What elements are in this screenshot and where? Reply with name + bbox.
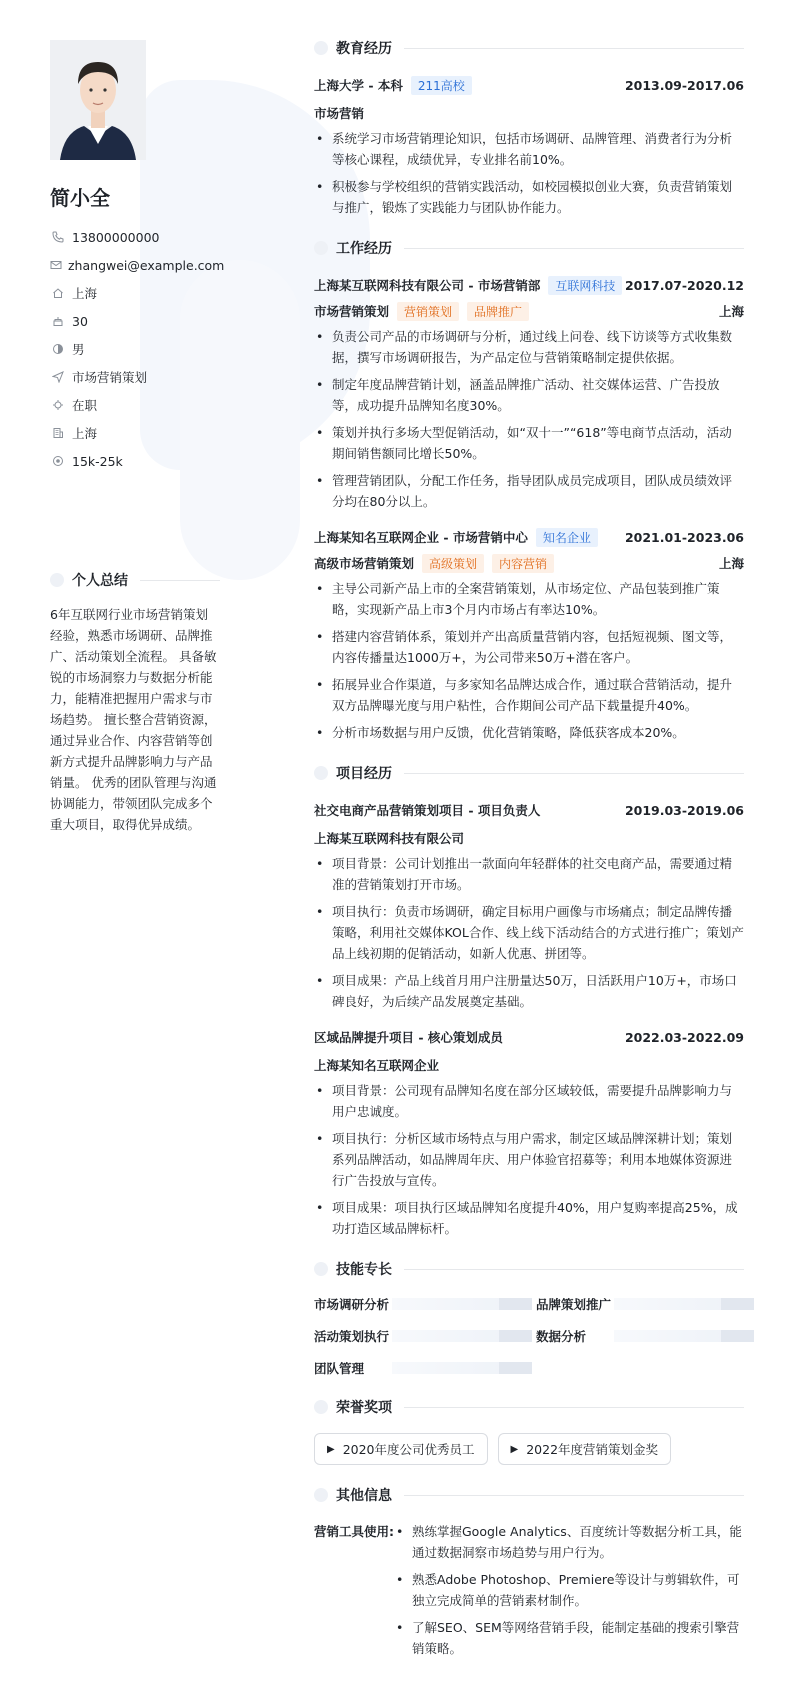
divider [404,1269,744,1270]
skill-name: 活动策划执行 [314,1329,390,1344]
skill-tag: 内容营销 [492,554,554,573]
list-item: • 拓展异业合作渠道，与多家知名品牌达成合作，通过联合营销活动，提升双方品牌曝光度与用户粘性，合作期间公司产品下载量提升40%。 [314,674,744,716]
section-dot-icon [314,1400,328,1414]
list-item: • 熟练掌握Google Analytics、百度统计等数据分析工具，能通过数据洞察市场趋势与用户行为。 [394,1521,744,1563]
section-dot-icon [50,573,64,587]
list-item: • 积极参与学校组织的营销实践活动，如校园模拟创业大赛，负责营销策划与推广，锻炼了实践能力与团队协作能力。 [314,176,744,218]
other-section [314,1485,744,1665]
education-date: 2013.09-2017.06 [624,77,744,93]
skills-grid [314,1295,744,1377]
building-icon [50,425,66,441]
info-salary [50,447,220,475]
list-item: • 项目背景：公司计划推出一款面向年轻群体的社交电商产品，需要通过精准的营销策划打开市场。 [314,853,744,895]
info-phone [50,223,220,251]
info-age [50,307,220,335]
job-bullets [314,326,744,512]
education-header [314,38,744,58]
list-item: • 系统学习市场营销理论知识，包括市场调研、品牌管理、消费者行为分析等核心课程，成绩优异，专业排名前10%。 [314,128,744,170]
gender-icon [50,341,66,357]
awards-list [314,1433,744,1465]
job-city: 上海 [718,304,744,319]
skill-tag: 营销策划 [397,302,459,321]
divider [140,580,220,581]
list-item: • 项目背景：公司现有品牌知名度在部分区域较低，需要提升品牌影响力与用户忠诚度。 [314,1080,744,1122]
list-item: • 项目执行：分析区域市场特点与用户需求，制定区域品牌深耕计划；策划系列品牌活动，如品牌周年庆、用户体验官招募等；利用本地媒体资源进行广告投放与宣传。 [314,1128,744,1191]
summary-header [50,570,220,590]
info-status [50,391,220,419]
mail-icon [50,257,62,273]
skills-header [314,1259,744,1279]
other-title: 其他信息 [336,1488,392,1504]
section-dot-icon [314,41,328,55]
skill-bar [614,1298,744,1310]
honors-title: 荣誉奖项 [336,1400,392,1416]
city-text: 上海 [72,426,98,441]
info-email [50,251,225,279]
award-chip [498,1433,672,1465]
skill-item [314,1359,522,1377]
phone-icon [50,229,66,245]
info-target-city [50,419,220,447]
skill-name: 品牌策划推广 [536,1297,612,1312]
skill-bar-fill [721,1330,755,1342]
list-item: • 项目执行：负责市场调研，确定目标用户画像与市场痛点；制定品牌传播策略，利用社交媒体KOL合作、线上线下活动结合的方式进行推广；策划产品上线初期的促销活动，如新人优惠、拼团等。 [314,901,744,964]
info-hometown [50,279,220,307]
skill-bar [392,1330,522,1342]
school-name: 上海大学 - 本科 [314,78,403,93]
divider [404,48,744,49]
job-entry [314,274,744,512]
work-section [314,238,744,743]
job-role: 高级市场营销策划 [314,556,415,571]
project-entry [314,799,744,1012]
award-label: 2022年度营销策划金奖 [526,1442,659,1457]
section-dot-icon [314,1262,328,1276]
divider [404,1407,744,1408]
divider [404,1495,744,1496]
job-bullets [314,578,744,743]
tools-block [314,1521,744,1665]
skill-tag: 高级策划 [422,554,484,573]
award-label: 2020年度公司优秀员工 [342,1442,475,1457]
skill-name: 团队管理 [314,1361,365,1376]
work-title: 工作经历 [336,241,392,257]
status-icon [50,397,66,413]
skill-bar [392,1298,522,1310]
list-item: • 负责公司产品的市场调研与分析，通过线上问卷、线下访谈等方式收集数据，撰写市场调研报告，为产品定位与营销策略制定提供依据。 [314,326,744,368]
skill-name: 市场调研分析 [314,1297,390,1312]
skill-bar-fill [499,1298,533,1310]
honors-section [314,1397,744,1465]
candidate-name: 简小全 [50,186,110,210]
project-bullets [314,1080,744,1239]
project-date: 2019.03-2019.06 [624,802,744,818]
send-icon [50,369,66,385]
gender-text: 男 [72,342,85,357]
skills-section [314,1259,744,1377]
section-dot-icon [314,1488,328,1502]
list-item: • 主导公司新产品上市的全案营销策划，从市场定位、产品包装到推广策略，实现新产品上市3个月内市场占有率达10%。 [314,578,744,620]
phone-text: 13800000000 [72,229,160,245]
education-section [314,38,744,218]
project-entry [314,1026,744,1239]
avatar-portrait [50,40,146,160]
project-name: 社交电商产品营销策划项目 - 项目负责人 [314,803,541,818]
projects-section [314,763,744,1239]
age-text: 30 [72,313,88,329]
project-org: 上海某知名互联网企业 [314,1058,440,1073]
job-date: 2017.07-2020.12 [624,277,744,293]
job-date: 2021.01-2023.06 [624,529,744,545]
skill-item [314,1295,522,1313]
list-item: • 策划并执行多场大型促销活动，如“双十一”“618”等电商节点活动，活动期间销售额同比增长50%。 [314,422,744,464]
company-tag: 知名企业 [536,528,598,547]
play-icon: ▶ [327,1443,335,1455]
home-icon [50,285,66,301]
project-org: 上海某互联网科技有限公司 [314,831,465,846]
section-dot-icon [314,766,328,780]
company-tag: 互联网科技 [548,276,622,295]
projects-header [314,763,744,783]
email-text: zhangwei@example.com [68,257,225,273]
profile-column [50,40,225,835]
info-target-position [50,363,220,391]
section-dot-icon [314,241,328,255]
tools-label: 营销工具使用: [314,1524,394,1539]
main-column [314,38,744,1685]
list-item: • 管理营销团队，分配工作任务，指导团队成员完成项目，团队成员绩效评分均在80分以上。 [314,470,744,512]
project-date: 2022.03-2022.09 [624,1029,744,1045]
play-icon: ▶ [510,1443,519,1455]
skill-item [314,1327,522,1345]
project-bullets [314,853,744,1012]
avatar [50,40,146,160]
other-header [314,1485,744,1505]
summary-title: 个人总结 [72,573,128,589]
list-item: • 制定年度品牌营销计划，涵盖品牌推广活动、社交媒体运营、广告投放等，成功提升品牌知名度30%。 [314,374,744,416]
major: 市场营销 [314,106,365,121]
company-name: 上海某互联网科技有限公司 - 市场营销部 [314,278,541,293]
divider [404,773,744,774]
education-row [314,74,744,96]
education-title: 教育经历 [336,41,392,57]
cake-icon [50,313,66,329]
list-item: • 项目成果：项目执行区域品牌知名度提升40%，用户复购率提高25%，成功打造区域品牌标杆。 [314,1197,744,1239]
divider [404,248,744,249]
skill-bar-fill [499,1330,533,1342]
work-header [314,238,744,258]
skill-bar-fill [721,1298,755,1310]
job-city: 上海 [718,556,744,571]
status-text: 在职 [72,398,98,413]
salary-icon [50,453,66,469]
projects-title: 项目经历 [336,766,392,782]
honors-header [314,1397,744,1417]
position-text: 市场营销策划 [72,370,148,385]
skill-item [536,1295,744,1313]
education-bullets [314,128,744,218]
skills-title: 技能专长 [336,1262,392,1278]
skill-item [536,1327,744,1345]
info-gender [50,335,220,363]
school-tag: 211高校 [411,76,472,95]
hometown-text: 上海 [72,286,98,301]
list-item: • 项目成果：产品上线首月用户注册量达50万，日活跃用户10万+，市场口碑良好，为后续产品发展奠定基础。 [314,970,744,1012]
salary-text: 15k-25k [72,453,123,469]
skill-bar [392,1362,522,1374]
tools-bullets [394,1521,744,1665]
skill-bar-fill [499,1362,533,1374]
list-item: • 搭建内容营销体系，策划并产出高质量营销内容，包括短视频、图文等，内容传播量达1000万+，为公司带来50万+潜在客户。 [314,626,744,668]
list-item: • 熟悉Adobe Photoshop、Premiere等设计与剪辑软件，可独立完成简单的营销素材制作。 [394,1569,744,1611]
job-role: 市场营销策划 [314,304,390,319]
company-name: 上海某知名互联网企业 - 市场营销中心 [314,530,528,545]
list-item: • 了解SEO、SEM等网络营销手段，能制定基础的搜索引擎营销策略。 [394,1617,744,1659]
award-chip [314,1433,488,1465]
job-entry [314,526,744,743]
project-name: 区域品牌提升项目 - 核心策划成员 [314,1030,503,1045]
skill-name: 数据分析 [536,1329,587,1344]
summary-text: 6年互联网行业市场营销策划经验，熟悉市场调研、品牌推广、活动策划全流程。 具备敏锐的市场洞察力与数据分析能力，能精准把握用户需求与市场趋势。 擅长整合营销资源，通过异业合作、内容营销等创新方式提升品牌影响力与产品销量。 优秀的团队管理与沟通协调能力，带领团队完成多个重大项目，取得优异成绩。 [50,607,217,832]
skill-bar [614,1330,744,1342]
skill-tag: 品牌推广 [467,302,529,321]
list-item: • 分析市场数据与用户反馈，优化营销策略，降低获客成本20%。 [314,722,744,743]
